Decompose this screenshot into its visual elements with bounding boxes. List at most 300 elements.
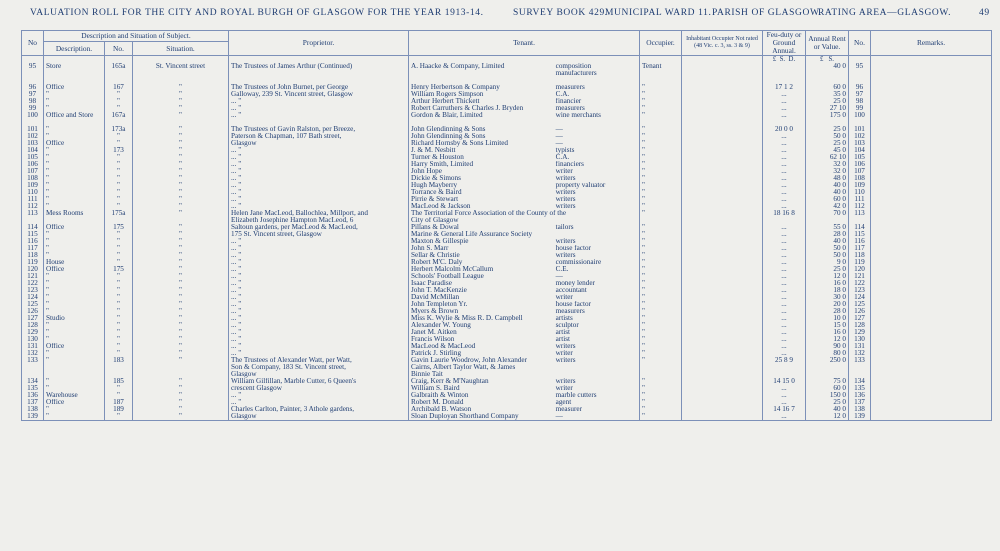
row-number-right: 111 (849, 196, 871, 203)
row-inhabitant (682, 98, 763, 105)
row-situation: " (133, 392, 229, 399)
row-description: " (44, 161, 105, 168)
row-feu-duty: ... (763, 91, 806, 98)
row-number-right: 138 (849, 406, 871, 413)
row-annual-rent: 15 0 (806, 322, 849, 329)
row-tenant-profession: marble cutters (555, 392, 597, 399)
row-description: " (44, 91, 105, 98)
col-remarks: Remarks. (871, 31, 992, 56)
row-description: " (44, 350, 105, 357)
table-row (22, 266, 992, 273)
row-annual-rent: 90 0 (806, 343, 849, 350)
row-tenant-profession: writers (555, 175, 576, 182)
row-tenant-name: Binnie Tait (411, 371, 443, 378)
row-feu-duty: ... (763, 168, 806, 175)
row-number: 139 (22, 413, 44, 421)
row-inhabitant (682, 259, 763, 266)
row-tenant-name: John Glendinning & Sons (411, 126, 486, 133)
row-feu-duty: ... (763, 413, 806, 421)
row-street-number (105, 364, 133, 371)
row-tenant (409, 329, 640, 336)
row-annual-rent: 16 0 (806, 280, 849, 287)
row-occupier: " (640, 175, 682, 182)
row-occupier: " (640, 413, 682, 421)
row-annual-rent: 25 0 (806, 266, 849, 273)
row-feu-duty: ... (763, 203, 806, 210)
row-inhabitant (682, 273, 763, 280)
row-number-right: 136 (849, 392, 871, 399)
row-inhabitant (682, 245, 763, 252)
table-row (22, 336, 992, 343)
row-situation: " (133, 84, 229, 91)
row-number-right: 103 (849, 140, 871, 147)
row-description: " (44, 203, 105, 210)
row-situation: " (133, 406, 229, 413)
row-tenant-profession: measurers (555, 84, 585, 91)
row-proprietor: ... " (229, 399, 409, 406)
row-situation: " (133, 147, 229, 154)
row-feu-duty: ... (763, 175, 806, 182)
row-tenant (409, 231, 640, 238)
row-situation: " (133, 308, 229, 315)
row-tenant-name: The Territorial Force Association of the County of the (411, 210, 567, 217)
row-number: 124 (22, 294, 44, 301)
row-proprietor: ... " (229, 329, 409, 336)
row-remarks (871, 280, 992, 287)
row-tenant (409, 385, 640, 392)
row-street-number (105, 217, 133, 224)
row-number: 127 (22, 315, 44, 322)
row-tenant-name: Turner & Houston (411, 154, 464, 161)
row-remarks (871, 266, 992, 273)
valuation-table (21, 30, 992, 421)
row-situation: " (133, 231, 229, 238)
row-number: 111 (22, 196, 44, 203)
row-number: 100 (22, 112, 44, 119)
row-number: 103 (22, 140, 44, 147)
row-tenant (409, 266, 640, 273)
table-row (22, 280, 992, 287)
table-row (22, 189, 992, 196)
table-row (22, 413, 992, 421)
row-situation: " (133, 385, 229, 392)
row-proprietor: ... " (229, 161, 409, 168)
row-street-number: " (105, 280, 133, 287)
row-situation: " (133, 168, 229, 175)
row-annual-rent: 50 0 (806, 133, 849, 140)
row-number-right: 95 (849, 63, 871, 70)
row-inhabitant (682, 280, 763, 287)
row-street-number: " (105, 182, 133, 189)
row-number: 134 (22, 378, 44, 385)
row-occupier: " (640, 147, 682, 154)
row-description (44, 70, 105, 77)
table-row (22, 63, 992, 70)
row-proprietor: crescent Glasgow (229, 385, 409, 392)
table-row (22, 105, 992, 112)
row-tenant (409, 224, 640, 231)
row-street-number: " (105, 238, 133, 245)
row-number-right: 113 (849, 210, 871, 217)
row-tenant (409, 294, 640, 301)
row-annual-rent: 27 10 (806, 105, 849, 112)
row-occupier: " (640, 266, 682, 273)
row-proprietor: ... " (229, 392, 409, 399)
row-situation (133, 70, 229, 77)
row-tenant-name: Schools' Football League (411, 273, 484, 280)
table-row (22, 140, 992, 147)
row-street-number: 175 (105, 266, 133, 273)
row-street-number: 175 (105, 224, 133, 231)
row-number: 101 (22, 126, 44, 133)
row-proprietor: Elizabeth Josephine Hampton MacLeod, 6 (229, 217, 409, 224)
row-description: " (44, 329, 105, 336)
row-inhabitant (682, 231, 763, 238)
row-tenant-profession: writers (555, 238, 576, 245)
row-remarks (871, 238, 992, 245)
row-occupier: " (640, 357, 682, 364)
row-number-right: 137 (849, 399, 871, 406)
row-occupier (640, 371, 682, 378)
row-tenant-profession: writers (555, 252, 576, 259)
row-street-number: 165a (105, 63, 133, 70)
row-number: 138 (22, 406, 44, 413)
row-tenant-profession: measurers (555, 105, 585, 112)
row-street-number: " (105, 203, 133, 210)
row-tenant (409, 322, 640, 329)
row-remarks (871, 315, 992, 322)
row-occupier (640, 217, 682, 224)
table-row (22, 70, 992, 77)
row-tenant (409, 399, 640, 406)
row-number: 110 (22, 189, 44, 196)
row-number-right: 127 (849, 315, 871, 322)
row-remarks (871, 203, 992, 210)
row-occupier: " (640, 392, 682, 399)
row-annual-rent: 18 0 (806, 287, 849, 294)
row-remarks (871, 63, 992, 70)
row-number-right: 104 (849, 147, 871, 154)
row-tenant (409, 392, 640, 399)
row-inhabitant (682, 175, 763, 182)
row-number: 133 (22, 357, 44, 364)
row-number: 137 (22, 399, 44, 406)
row-tenant (409, 308, 640, 315)
row-description: Warehouse (44, 392, 105, 399)
row-proprietor: ... " (229, 266, 409, 273)
row-number-right: 110 (849, 189, 871, 196)
table-row (22, 371, 992, 378)
row-situation: " (133, 259, 229, 266)
row-number-right: 98 (849, 98, 871, 105)
row-tenant (409, 147, 640, 154)
row-tenant-name: Richard Hornsby & Sons Limited (411, 140, 509, 147)
col-number: No. (105, 42, 133, 56)
municipal-ward: MUNICIPAL WARD 11. (605, 8, 712, 18)
row-tenant-name: Isaac Paradise (411, 280, 452, 287)
row-number: 104 (22, 147, 44, 154)
table-row (22, 168, 992, 175)
row-annual-rent: 62 10 (806, 154, 849, 161)
row-tenant-name: Sloan Duployan Shorthand Company (411, 413, 519, 420)
row-inhabitant (682, 357, 763, 364)
row-inhabitant (682, 70, 763, 77)
row-remarks (871, 364, 992, 371)
table-row (22, 147, 992, 154)
row-tenant-name: J. & M. Nesbitt (411, 147, 456, 154)
row-street-number: " (105, 133, 133, 140)
row-occupier: " (640, 308, 682, 315)
row-occupier (640, 364, 682, 371)
row-situation: " (133, 224, 229, 231)
row-tenant-name: Pirrie & Stewart (411, 196, 459, 203)
row-tenant (409, 406, 640, 413)
row-annual-rent: 40 0 (806, 189, 849, 196)
row-feu-duty: ... (763, 273, 806, 280)
row-tenant (409, 238, 640, 245)
row-occupier: " (640, 315, 682, 322)
row-annual-rent: 175 0 (806, 112, 849, 119)
row-tenant-profession: measurers (555, 308, 585, 315)
row-remarks (871, 287, 992, 294)
table-row (22, 385, 992, 392)
row-number-right: 99 (849, 105, 871, 112)
row-occupier: " (640, 140, 682, 147)
row-situation (133, 364, 229, 371)
row-tenant-name: Herbert Malcolm McCallum (411, 266, 494, 273)
table-row (22, 196, 992, 203)
row-occupier: " (640, 294, 682, 301)
row-situation: " (133, 91, 229, 98)
row-description: " (44, 175, 105, 182)
row-tenant-name: Hugh Mayberry (411, 182, 458, 189)
table-row (22, 210, 992, 217)
row-tenant-profession: writers (555, 196, 576, 203)
row-annual-rent: 25 0 (806, 126, 849, 133)
row-number-right: 102 (849, 133, 871, 140)
row-situation: " (133, 322, 229, 329)
row-number-right: 115 (849, 231, 871, 238)
rent-units: £ S. (806, 56, 849, 64)
row-tenant (409, 315, 640, 322)
row-remarks (871, 273, 992, 280)
row-annual-rent: 80 0 (806, 350, 849, 357)
row-proprietor: ... " (229, 301, 409, 308)
row-inhabitant (682, 266, 763, 273)
row-occupier: " (640, 399, 682, 406)
row-number-right: 121 (849, 273, 871, 280)
row-inhabitant (682, 63, 763, 70)
row-number-right: 133 (849, 357, 871, 364)
row-street-number: " (105, 336, 133, 343)
row-feu-duty: ... (763, 343, 806, 350)
row-feu-duty: ... (763, 336, 806, 343)
row-annual-rent: 30 0 (806, 294, 849, 301)
row-tenant (409, 154, 640, 161)
table-row (22, 322, 992, 329)
row-situation: " (133, 252, 229, 259)
row-occupier: " (640, 385, 682, 392)
row-proprietor: ... " (229, 273, 409, 280)
row-annual-rent: 35 0 (806, 91, 849, 98)
row-annual-rent: 12 0 (806, 413, 849, 421)
row-number: 120 (22, 266, 44, 273)
row-occupier: " (640, 259, 682, 266)
row-street-number: 167a (105, 112, 133, 119)
row-inhabitant (682, 84, 763, 91)
row-inhabitant (682, 168, 763, 175)
row-annual-rent: 25 0 (806, 98, 849, 105)
row-annual-rent: 60 0 (806, 84, 849, 91)
row-street-number: 185 (105, 378, 133, 385)
row-proprietor: The Trustees of John Burnet, per George (229, 84, 409, 91)
row-proprietor: ... " (229, 259, 409, 266)
row-description: Office (44, 266, 105, 273)
col-feu-duty: Feu-duty or Ground Annual. (763, 31, 806, 56)
row-proprietor: The Trustees of Alexander Watt, per Watt, (229, 357, 409, 364)
row-remarks (871, 98, 992, 105)
row-remarks (871, 147, 992, 154)
row-proprietor: ... " (229, 350, 409, 357)
row-tenant-profession: commissionaire (555, 259, 602, 266)
row-inhabitant (682, 406, 763, 413)
row-description: " (44, 126, 105, 133)
row-occupier: " (640, 189, 682, 196)
row-proprietor: ... " (229, 154, 409, 161)
row-street-number: " (105, 154, 133, 161)
row-situation: " (133, 266, 229, 273)
row-tenant-profession: typists (555, 147, 575, 154)
col-situation: Situation. (133, 42, 229, 56)
units-row (22, 56, 992, 64)
table-body (22, 56, 992, 421)
row-description: " (44, 294, 105, 301)
row-street-number: 167 (105, 84, 133, 91)
row-tenant (409, 259, 640, 266)
row-tenant-name: Harry Smith, Limited (411, 161, 474, 168)
row-situation: " (133, 273, 229, 280)
row-street-number: " (105, 189, 133, 196)
row-feu-duty (763, 217, 806, 224)
row-annual-rent: 48 0 (806, 175, 849, 182)
table-row (22, 287, 992, 294)
row-street-number: " (105, 308, 133, 315)
row-situation: " (133, 294, 229, 301)
row-remarks (871, 224, 992, 231)
row-remarks (871, 329, 992, 336)
row-street-number: " (105, 385, 133, 392)
row-inhabitant (682, 147, 763, 154)
row-tenant-profession: house factor (555, 245, 591, 252)
row-situation (133, 371, 229, 378)
row-number-right: 119 (849, 259, 871, 266)
row-inhabitant (682, 203, 763, 210)
row-feu-duty: ... (763, 294, 806, 301)
row-proprietor: 175 St. Vincent street, Glasgow (229, 231, 409, 238)
row-description: " (44, 357, 105, 364)
row-situation: " (133, 203, 229, 210)
row-occupier: " (640, 84, 682, 91)
row-feu-duty: ... (763, 154, 806, 161)
table-row (22, 175, 992, 182)
row-remarks (871, 175, 992, 182)
row-street-number: " (105, 287, 133, 294)
table-row (22, 315, 992, 322)
row-number-right: 108 (849, 175, 871, 182)
row-street-number: 189 (105, 406, 133, 413)
row-number: 135 (22, 385, 44, 392)
row-situation: " (133, 238, 229, 245)
col-description-group: Description and Situation of Subject. (44, 31, 229, 42)
row-proprietor: Son & Company, 183 St. Vincent street, (229, 364, 409, 371)
row-inhabitant (682, 350, 763, 357)
table-row (22, 84, 992, 91)
row-remarks (871, 252, 992, 259)
col-occupier: Occupier. (640, 31, 682, 56)
table-row (22, 350, 992, 357)
row-inhabitant (682, 322, 763, 329)
row-situation: " (133, 161, 229, 168)
row-feu-duty: ... (763, 140, 806, 147)
row-tenant (409, 91, 640, 98)
row-description: " (44, 98, 105, 105)
row-inhabitant (682, 301, 763, 308)
row-occupier: " (640, 224, 682, 231)
row-remarks (871, 343, 992, 350)
row-inhabitant (682, 252, 763, 259)
row-situation: " (133, 357, 229, 364)
row-feu-duty (763, 70, 806, 77)
row-annual-rent: 55 0 (806, 224, 849, 231)
row-occupier: " (640, 182, 682, 189)
row-number: 119 (22, 259, 44, 266)
row-tenant-profession: house factor (555, 301, 591, 308)
row-number-right (849, 371, 871, 378)
row-tenant-profession: writers (555, 203, 576, 210)
row-inhabitant (682, 217, 763, 224)
row-tenant-profession: manufacturers (555, 70, 597, 77)
row-number-right: 101 (849, 126, 871, 133)
row-feu-duty: ... (763, 308, 806, 315)
row-tenant-name: Galbraith & Winton (411, 392, 469, 399)
row-occupier: " (640, 273, 682, 280)
row-tenant-profession: C.E. (555, 266, 569, 273)
row-feu-duty: 20 0 0 (763, 126, 806, 133)
row-tenant-profession: writers (555, 189, 576, 196)
row-description: Office (44, 84, 105, 91)
row-proprietor: ... " (229, 182, 409, 189)
row-tenant (409, 245, 640, 252)
row-annual-rent: 40 0 (806, 406, 849, 413)
row-proprietor: ... " (229, 203, 409, 210)
row-proprietor: ... " (229, 343, 409, 350)
row-proprietor: Galloway, 239 St. Vincent street, Glasgow (229, 91, 409, 98)
row-annual-rent (806, 70, 849, 77)
row-street-number: 173a (105, 126, 133, 133)
row-situation: " (133, 245, 229, 252)
row-description: " (44, 238, 105, 245)
row-number: 115 (22, 231, 44, 238)
row-feu-duty: ... (763, 196, 806, 203)
table-row (22, 231, 992, 238)
row-tenant (409, 189, 640, 196)
row-number: 112 (22, 203, 44, 210)
row-tenant-name: Gavin Laurie Woodrow, John Alexander (411, 357, 527, 364)
row-proprietor: ... " (229, 196, 409, 203)
row-proprietor (229, 70, 409, 77)
row-proprietor: Glasgow (229, 140, 409, 147)
row-feu-duty: ... (763, 224, 806, 231)
